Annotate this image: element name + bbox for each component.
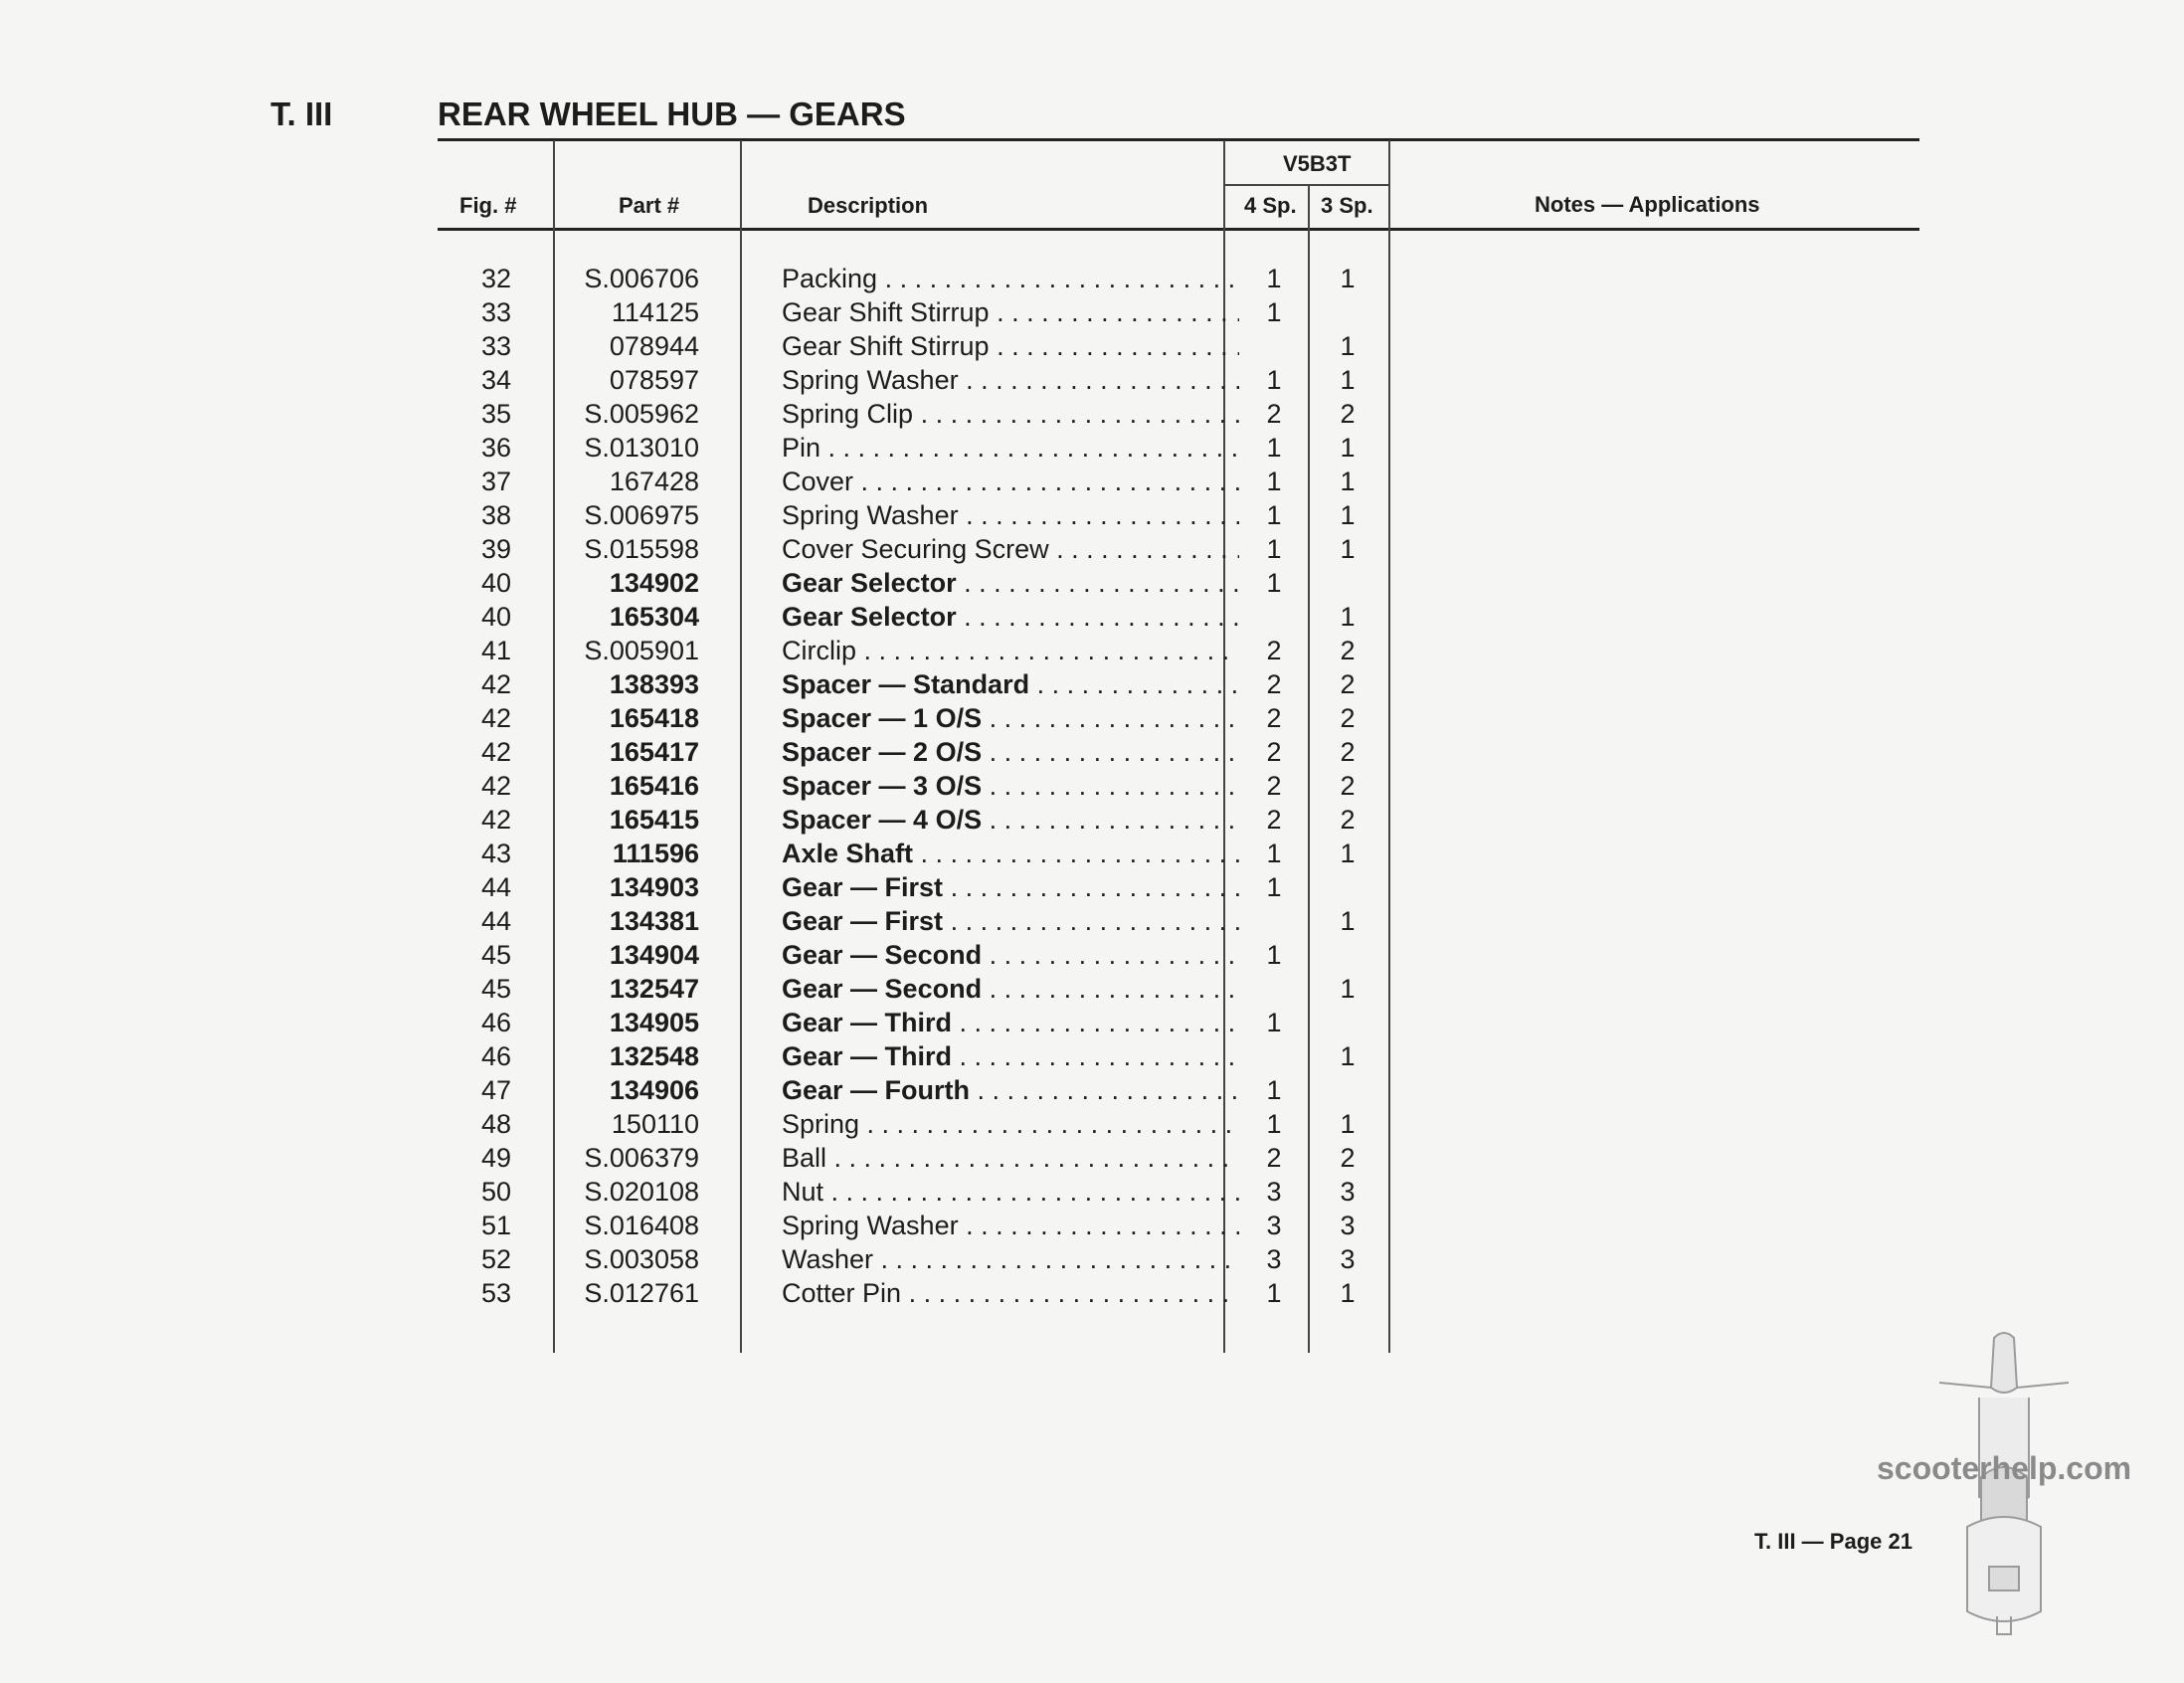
fig-cell: 34 — [480, 365, 511, 395]
part-number-cell: 165416 — [609, 771, 699, 801]
qty-4sp-cell: 2 — [1266, 636, 1282, 665]
qty-4sp-cell: 2 — [1266, 805, 1282, 835]
qty-4sp-cell: 1 — [1266, 940, 1282, 970]
qty-4sp-cell: 1 — [1266, 1075, 1282, 1105]
part-number-cell: S.016408 — [584, 1211, 699, 1240]
qty-3sp-cell: 3 — [1340, 1244, 1356, 1274]
part-number-cell: S.003058 — [584, 1244, 699, 1274]
qty-3sp-cell: 3 — [1340, 1211, 1356, 1240]
fig-cell: 45 — [480, 974, 511, 1004]
fig-cell: 42 — [480, 703, 511, 733]
col-fig-header: Fig. # — [459, 193, 517, 218]
description-cell: Spring Clip . . . — [782, 397, 1239, 431]
fig-cell: 41 — [480, 636, 511, 665]
table-row — [438, 904, 1432, 938]
part-number-cell: S.006706 — [584, 264, 699, 293]
fig-cell: 46 — [480, 1041, 511, 1071]
table-row — [438, 397, 1432, 431]
qty-4sp-cell: 1 — [1266, 500, 1282, 530]
fig-cell: 35 — [480, 399, 511, 429]
part-number-cell: 078597 — [609, 365, 699, 395]
qty-4sp-cell: 3 — [1266, 1177, 1282, 1207]
part-number-cell: 165418 — [609, 703, 699, 733]
section-code: T. III — [271, 95, 333, 132]
fig-cell: 47 — [480, 1075, 511, 1105]
table-row — [438, 1276, 1432, 1310]
description-cell: Axle Shaft . . . — [782, 837, 1239, 870]
watermark: scooterhelp.com — [1877, 1450, 2132, 1486]
part-number-cell: 132548 — [609, 1041, 699, 1071]
qty-4sp-cell: 1 — [1266, 872, 1282, 902]
description-cell: Spring Washer . . . — [782, 363, 1239, 397]
qty-4sp-cell: 1 — [1266, 467, 1282, 496]
qty-3sp-cell: 1 — [1340, 1041, 1356, 1071]
description-cell: Spacer — 2 O/S . . . — [782, 735, 1239, 769]
table-row — [438, 701, 1432, 735]
part-number-cell: 134906 — [609, 1075, 699, 1105]
fig-cell: 37 — [480, 467, 511, 496]
qty-3sp-cell: 2 — [1340, 771, 1356, 801]
description-cell: Nut . . . — [782, 1175, 1239, 1209]
part-number-cell: 134904 — [609, 940, 699, 970]
qty-4sp-cell: 1 — [1266, 297, 1282, 327]
fig-cell: 38 — [480, 500, 511, 530]
table-row — [438, 600, 1432, 634]
description-cell: Washer . . . — [782, 1242, 1239, 1276]
qty-3sp-cell: 2 — [1340, 669, 1356, 699]
qty-3sp-cell: 1 — [1340, 906, 1356, 936]
part-number-cell: 165415 — [609, 805, 699, 835]
table-row — [438, 1073, 1432, 1107]
description-cell: Gear — Fourth . . . — [782, 1073, 1239, 1107]
qty-3sp-cell: 1 — [1340, 467, 1356, 496]
part-number-cell: 167428 — [609, 467, 699, 496]
fig-cell: 44 — [480, 906, 511, 936]
qty-3sp-cell: 1 — [1340, 264, 1356, 293]
qty-4sp-cell: 1 — [1266, 433, 1282, 463]
part-number-cell: S.006379 — [584, 1143, 699, 1173]
col-notes-header: Notes — Applications — [1535, 192, 1760, 217]
table-row — [438, 329, 1432, 363]
qty-4sp-cell: 1 — [1266, 1008, 1282, 1037]
fig-cell: 42 — [480, 737, 511, 767]
qty-3sp-cell: 1 — [1340, 433, 1356, 463]
qty-3sp-cell: 1 — [1340, 839, 1356, 868]
description-cell: Packing . . . — [782, 262, 1239, 295]
description-cell: Gear — Third . . . — [782, 1006, 1239, 1039]
qty-4sp-cell: 2 — [1266, 669, 1282, 699]
description-cell: Cotter Pin . . . — [782, 1276, 1239, 1310]
description-cell: Gear Shift Stirrup . . . — [782, 329, 1239, 363]
qty-3sp-cell: 1 — [1340, 365, 1356, 395]
fig-cell: 36 — [480, 433, 511, 463]
fig-cell: 33 — [480, 297, 511, 327]
table-row — [438, 1107, 1432, 1141]
qty-4sp-cell: 3 — [1266, 1211, 1282, 1240]
col-model-header: V5B3T — [1283, 151, 1352, 176]
fig-cell: 42 — [480, 669, 511, 699]
table-row — [438, 972, 1432, 1006]
qty-3sp-cell: 2 — [1340, 636, 1356, 665]
qty-4sp-cell: 2 — [1266, 771, 1282, 801]
fig-cell: 51 — [480, 1211, 511, 1240]
fig-cell: 48 — [480, 1109, 511, 1139]
description-cell: Gear Selector . . . — [782, 566, 1239, 600]
description-cell: Spacer — 4 O/S . . . — [782, 803, 1239, 837]
qty-3sp-cell: 1 — [1340, 1278, 1356, 1308]
description-cell: Spring Washer . . . — [782, 498, 1239, 532]
qty-3sp-cell: 1 — [1340, 1109, 1356, 1139]
description-cell: Gear — Second . . . — [782, 938, 1239, 972]
description-cell: Spacer — 1 O/S . . . — [782, 701, 1239, 735]
qty-3sp-cell: 1 — [1340, 331, 1356, 361]
table-row — [438, 870, 1432, 904]
qty-4sp-cell: 2 — [1266, 737, 1282, 767]
table-row — [438, 498, 1432, 532]
table-row — [438, 769, 1432, 803]
table-row — [438, 803, 1432, 837]
qty-3sp-cell: 3 — [1340, 1177, 1356, 1207]
fig-cell: 40 — [480, 602, 511, 632]
part-number-cell: 165417 — [609, 737, 699, 767]
description-cell: Spring . . . — [782, 1107, 1239, 1141]
description-cell: Spacer — 3 O/S . . . — [782, 769, 1239, 803]
table-row — [438, 1006, 1432, 1039]
description-cell: Circlip . . . — [782, 634, 1239, 667]
description-cell: Cover Securing Screw . . . — [782, 532, 1239, 566]
qty-4sp-cell: 2 — [1266, 703, 1282, 733]
table-row — [438, 1141, 1432, 1175]
qty-4sp-cell: 1 — [1266, 568, 1282, 598]
qty-3sp-cell: 1 — [1340, 974, 1356, 1004]
fig-cell: 45 — [480, 940, 511, 970]
part-number-cell: S.006975 — [584, 500, 699, 530]
fig-cell: 49 — [480, 1143, 511, 1173]
fig-cell: 42 — [480, 771, 511, 801]
fig-cell: 44 — [480, 872, 511, 902]
qty-3sp-cell: 2 — [1340, 703, 1356, 733]
qty-3sp-cell: 1 — [1340, 500, 1356, 530]
table-row — [438, 667, 1432, 701]
qty-3sp-cell: 1 — [1340, 602, 1356, 632]
col-description-header: Description — [808, 193, 929, 218]
part-number-cell: 138393 — [609, 669, 699, 699]
qty-3sp-cell: 1 — [1340, 534, 1356, 564]
page-title: REAR WHEEL HUB — GEARS — [438, 95, 906, 132]
qty-3sp-cell: 2 — [1340, 399, 1356, 429]
fig-cell: 33 — [480, 331, 511, 361]
part-number-cell: S.005962 — [584, 399, 699, 429]
qty-4sp-cell: 1 — [1266, 534, 1282, 564]
part-number-cell: 111596 — [612, 839, 699, 868]
table-row — [438, 295, 1432, 329]
qty-3sp-cell: 2 — [1340, 805, 1356, 835]
col-3sp-header: 3 Sp. — [1321, 193, 1373, 218]
qty-3sp-cell: 2 — [1340, 737, 1356, 767]
table-row — [438, 1209, 1432, 1242]
description-cell: Gear — First . . . — [782, 904, 1239, 938]
qty-4sp-cell: 1 — [1266, 1278, 1282, 1308]
fig-cell: 42 — [480, 805, 511, 835]
qty-4sp-cell: 3 — [1266, 1244, 1282, 1274]
fig-cell: 32 — [480, 264, 511, 293]
fig-cell: 46 — [480, 1008, 511, 1037]
part-number-cell: S.013010 — [584, 433, 699, 463]
part-number-cell: 165304 — [609, 602, 699, 632]
table-row — [438, 1039, 1432, 1073]
qty-3sp-cell: 2 — [1340, 1143, 1356, 1173]
table-row — [438, 262, 1432, 295]
table-row — [438, 566, 1432, 600]
table-row — [438, 735, 1432, 769]
fig-cell: 40 — [480, 568, 511, 598]
qty-4sp-cell: 2 — [1266, 399, 1282, 429]
table-header-rule — [438, 228, 1919, 231]
part-number-cell: 114125 — [611, 297, 699, 327]
part-number-cell: S.005901 — [584, 636, 699, 665]
fig-cell: 52 — [480, 1244, 511, 1274]
description-cell: Gear — First . . . — [782, 870, 1239, 904]
qty-4sp-cell: 2 — [1266, 1143, 1282, 1173]
qty-4sp-cell: 1 — [1266, 365, 1282, 395]
table-row — [438, 363, 1432, 397]
description-cell: Spacer — Standard . . . — [782, 667, 1239, 701]
qty-4sp-cell: 1 — [1266, 839, 1282, 868]
part-number-cell: 134905 — [609, 1008, 699, 1037]
qty-4sp-cell: 1 — [1266, 1109, 1282, 1139]
description-cell: Gear — Third . . . — [782, 1039, 1239, 1073]
table-row — [438, 431, 1432, 465]
description-cell: Gear Selector . . . — [782, 600, 1239, 634]
qty-4sp-cell: 1 — [1266, 264, 1282, 293]
part-number-cell: 134902 — [609, 568, 699, 598]
table-row — [438, 634, 1432, 667]
col-part-header: Part # — [619, 193, 680, 218]
description-cell: Cover . . . — [782, 465, 1239, 498]
part-number-cell: S.015598 — [584, 534, 699, 564]
part-number-cell: S.012761 — [584, 1278, 699, 1308]
part-number-cell: 078944 — [609, 331, 699, 361]
part-number-cell: 134381 — [609, 906, 699, 936]
table-row — [438, 938, 1432, 972]
description-cell: Spring Washer . . . — [782, 1209, 1239, 1242]
table-row — [438, 1242, 1432, 1276]
table-row — [438, 532, 1432, 566]
description-cell: Pin . . . — [782, 431, 1239, 465]
fig-cell: 43 — [480, 839, 511, 868]
table-row — [438, 837, 1432, 870]
table-row — [438, 465, 1432, 498]
description-cell: Ball . . . — [782, 1141, 1239, 1175]
fig-cell: 53 — [480, 1278, 511, 1308]
part-number-cell: 132547 — [609, 974, 699, 1004]
page-number: T. III — Page 21 — [1754, 1529, 1912, 1554]
part-number-cell: 134903 — [609, 872, 699, 902]
description-cell: Gear — Second . . . — [782, 972, 1239, 1006]
part-number-cell: S.020108 — [584, 1177, 699, 1207]
part-number-cell: 150110 — [611, 1109, 699, 1139]
description-cell: Gear Shift Stirrup . . . — [782, 295, 1239, 329]
table-row — [438, 1175, 1432, 1209]
col-4sp-header: 4 Sp. — [1244, 193, 1297, 218]
fig-cell: 39 — [480, 534, 511, 564]
table-top-rule — [438, 138, 1919, 141]
fig-cell: 50 — [480, 1177, 511, 1207]
